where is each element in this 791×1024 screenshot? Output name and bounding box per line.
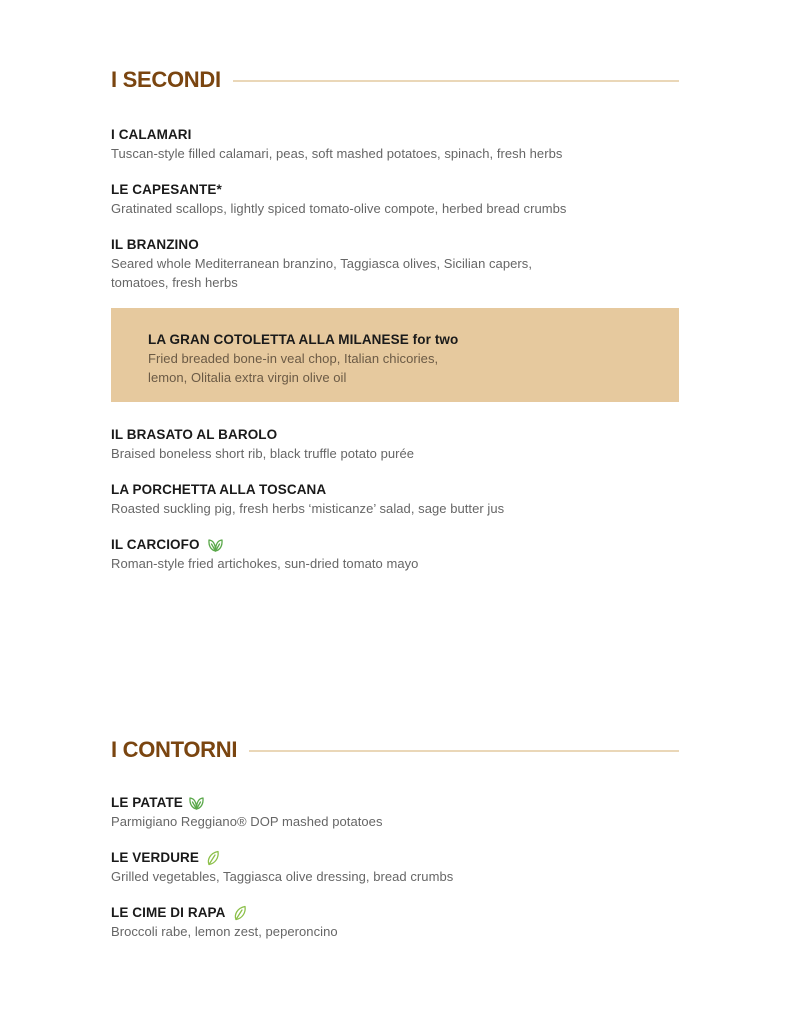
menu-item-cotoletta	[148, 331, 648, 387]
item-description: Grilled vegetables, Taggiasca olive dressing, bread crumbs	[111, 869, 454, 884]
item-description-line: Seared whole Mediterranean branzino, Taggiasca olives, Sicilian capers,	[111, 256, 532, 271]
section-title: I SECONDI	[111, 67, 221, 92]
item-name	[111, 181, 679, 199]
item-name-text: IL CARCIOFO	[111, 537, 200, 552]
item-description: Parmigiano Reggiano® DOP mashed potatoes	[111, 814, 383, 829]
item-name	[111, 849, 679, 867]
item-name-text: LE CAPESANTE*	[111, 182, 222, 197]
menu-item-porchetta	[111, 481, 679, 519]
section-title: I CONTORNI	[111, 737, 238, 762]
item-name	[111, 536, 679, 554]
menu-item-cime-di-rapa	[111, 904, 679, 942]
item-description-line: Fried breaded bone-in veal chop, Italian chicories,	[148, 351, 439, 366]
item-description: Gratinated scallops, lightly spiced tomato-olive compote, herbed bread crumbs	[111, 201, 567, 216]
vegetarian-leaf-icon	[207, 537, 224, 553]
section-header	[111, 64, 679, 96]
item-name-text: LE CIME DI RAPA	[111, 905, 226, 920]
item-name-text: IL BRANZINO	[111, 237, 199, 252]
vegan-leaf-icon	[233, 905, 250, 921]
menu-item-patate	[111, 794, 679, 832]
menu-item-brasato	[111, 426, 679, 464]
item-name-text: LA GRAN COTOLETTA ALLA MILANESE for two	[148, 332, 459, 347]
section-header	[111, 734, 679, 766]
section-divider	[233, 80, 679, 82]
item-name-text: LA PORCHETTA ALLA TOSCANA	[111, 482, 327, 497]
item-name	[111, 236, 679, 254]
item-description: Roman-style fried artichokes, sun-dried tomato mayo	[111, 556, 419, 571]
item-description: Roasted suckling pig, fresh herbs ‘misticanze’ salad, sage butter jus	[111, 501, 505, 516]
item-name-text: LE PATATE	[111, 795, 183, 810]
section-divider	[249, 750, 679, 752]
menu-item-capesante	[111, 181, 679, 219]
section-contorni	[111, 734, 679, 939]
vegetarian-leaf-icon	[188, 795, 205, 811]
item-name	[111, 794, 679, 812]
item-name-text: IL BRASATO AL BAROLO	[111, 427, 278, 442]
item-name	[111, 126, 679, 144]
item-description-line: lemon, Olitalia extra virgin olive oil	[148, 369, 347, 385]
item-name	[111, 426, 679, 444]
vegan-leaf-icon	[206, 850, 223, 866]
item-description: Braised boneless short rib, black truffle potato purée	[111, 446, 415, 461]
item-name	[111, 481, 679, 499]
menu-item-calamari	[111, 126, 679, 164]
item-name-text: I CALAMARI	[111, 127, 192, 142]
item-description: Broccoli rabe, lemon zest, peperoncino	[111, 924, 338, 939]
item-name	[148, 331, 648, 349]
section-secondi	[111, 64, 679, 571]
menu-item-carciofo	[111, 536, 679, 574]
menu-item-branzino	[111, 236, 679, 292]
item-description: Tuscan-style filled calamari, peas, soft mashed potatoes, spinach, fresh herbs	[111, 146, 563, 161]
menu-item-verdure	[111, 849, 679, 887]
item-name	[111, 904, 679, 922]
item-description-line: tomatoes, fresh herbs	[111, 274, 238, 290]
item-name-text: LE VERDURE	[111, 850, 200, 865]
featured-item-box	[111, 308, 679, 402]
